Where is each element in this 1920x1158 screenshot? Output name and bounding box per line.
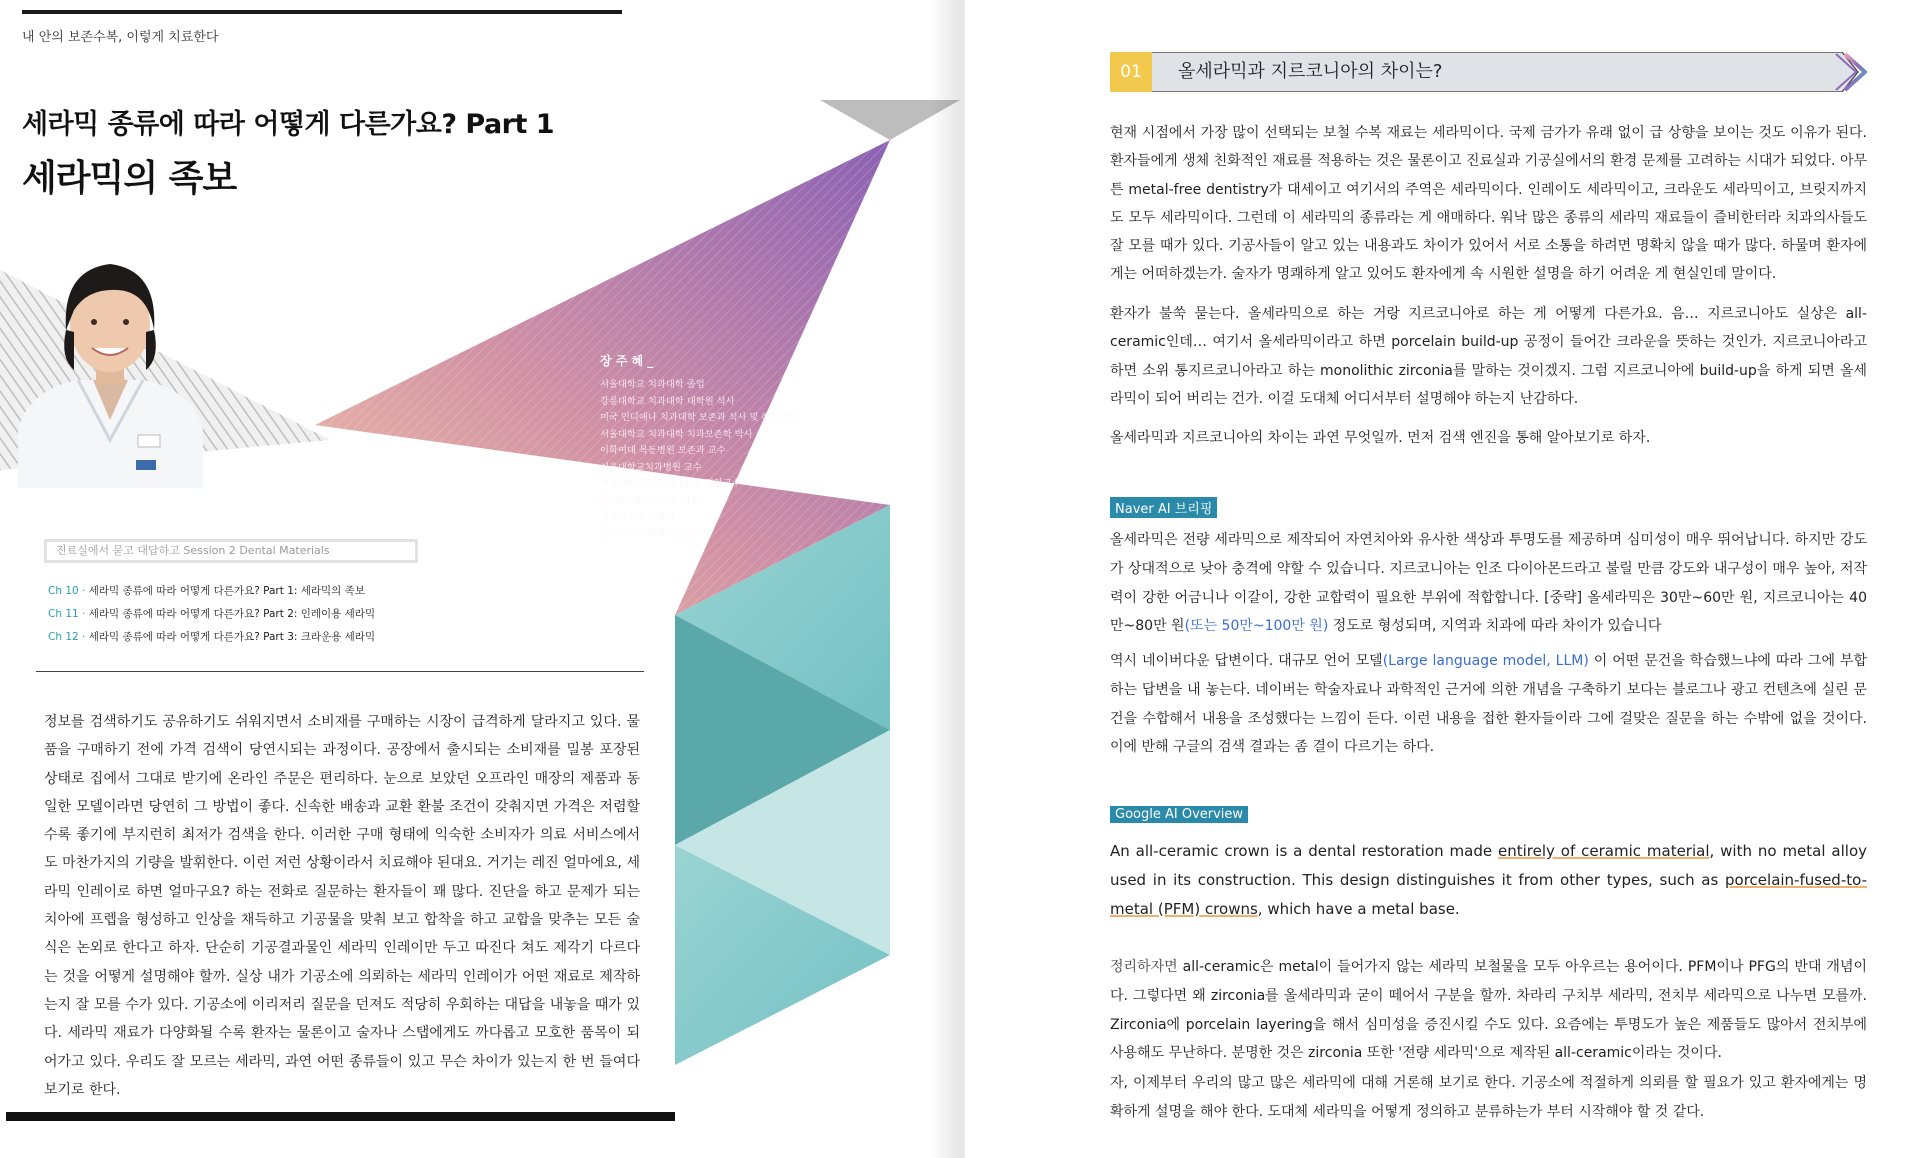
google-ai-answer — [1110, 837, 1867, 923]
credential-line: 강릉대학교 치과대학 대학원 석사 — [600, 395, 735, 407]
google-text-c: , with no metal alloy used in its construction. This design distinguishes it from other types, such as — [1110, 842, 1868, 889]
series-label: 내 안의 보존수복, 이렇게 치료한다 — [22, 30, 219, 45]
chapter-title: 세라믹 종류에 따라 어떻게 다른가요? Part 2: 인레이용 세라믹 — [88, 608, 376, 620]
credential-line: 서울대학교 치과대학 졸업 — [600, 379, 705, 390]
naver-comment-b: (Large language model, LLM) — [1382, 653, 1589, 669]
chapter-title: 세라믹 종류에 따라 어떻게 다른가요? Part 3: 크라운용 세라믹 — [88, 631, 376, 643]
section-header — [1110, 52, 1867, 92]
section-divider — [36, 671, 644, 672]
naver-ai-label: Naver AI 브리핑 — [1110, 497, 1217, 518]
closing-paragraph: 자, 이제부터 우리의 많고 많은 세라믹에 대해 거론해 보기로 한다. 기공소에 적절하게 의뢰를 할 필요가 있고 환자에게는 명확하게 설명을 해야 한다. 도대체 세라믹을 어떻게 정의하고 분류하는가 부터 시작해야 할 것 같다. — [1110, 1075, 1867, 1120]
article-title: 세라믹 종류에 따라 어떻게 다른가요? Part 1 — [22, 109, 555, 140]
naver-answer-aside: (또는 50만~100만 원) — [1184, 618, 1329, 635]
naver-commentary — [1110, 647, 1867, 762]
google-text-a: An all-ceramic crown is a dental restoration made — [1110, 842, 1498, 860]
top-rule — [22, 10, 622, 14]
google-text-e: , which have a metal base. — [1257, 899, 1460, 918]
google-ai-label: Google AI Overview — [1110, 806, 1248, 823]
chapter-list — [48, 580, 375, 649]
chapter-item — [48, 580, 375, 603]
chapter-title: 세라믹 종류에 따라 어떻게 다른가요? Part 1: 세라믹의 족보 — [88, 585, 365, 597]
summary-lead-word: 정리하자면 — [1110, 959, 1178, 975]
summary-text: all-ceramic은 metal이 들어가지 않는 세라믹 보철물을 모두 아우르는 용어이다. PFM이나 PFG의 반대 개념이다. 그렇다면 왜 zirconia를 올세라믹과 굳이 떼어서 구분을 할까. 차라리 구치부 세라믹, 전치부 세라믹으로 나누면 모를까. Zirconia에 porcelain layering을 해서 심미성을 증진시킬 수도 있다. 요즘에는 투명도가 높은 제품들도 많아서 전치부에 사용해도 무난하다. 분명한 것은 zirconia 또한 '전량 세라믹'으로 제작된 all-ceramic이라는 것이다. — [1110, 959, 1867, 1062]
credential-line: 이화여대 목동병원 보존과 교수 — [600, 445, 726, 456]
credential-line: 미국 인디애나 치과대학 보존과 석사 및 레지던트 — [600, 412, 798, 423]
google-text-highlight: porcelain-fused-to-metal (PFM) crowns — [1110, 870, 1867, 918]
naver-ai-answer — [1110, 526, 1867, 641]
intro-paragraph: 올세라믹과 지르코니아의 차이는 과연 무엇일까. 먼저 검색 엔진을 통해 알아보기로 하자. — [1110, 430, 1651, 446]
author-credentials — [600, 377, 840, 542]
section-title: 올세라믹과 지르코니아의 차이는? — [1178, 61, 1443, 82]
session-box: 진료실에서 묻고 대답하고 Session 2 Dental Materials — [44, 539, 418, 563]
credential-line: 미국 보존수복학 전문의 — [600, 527, 696, 539]
chapter-item — [48, 603, 375, 626]
google-text-highlight: entirely of ceramic material — [1498, 842, 1710, 860]
author-name: 장 주 혜 _ — [600, 354, 654, 368]
credential-line: 서울대학교 치과대학 치과보존학 박사 — [600, 428, 753, 440]
credential-line: 서울대학교 치의학대학원 겸임교수 — [600, 478, 741, 489]
intro-body-text: 정보를 검색하기도 공유하기도 쉬워지면서 소비재를 구매하는 시장이 급격하게 달라지고 있다. 물품을 구매하기 전에 가격 검색이 당연시되는 과정이다. 공장에서 출시되는 소비재를 밀봉 포장된 상태로 집에서 그대로 받기에 온라인 주문은 편리하다. 눈으로 보았던 오프라인 매장의 제품과 동일한 모델이라면 당연히 그 방법이 좋다. 신속한 배송과 교환 환불 조건이 갖춰지면 가격은 저렴할수록 좋기에 부지런히 최저가 검색을 한다. 이러한 구매 형태에 익숙한 소비자가 의료 서비스에서도 마찬가지의 기량을 발휘한다. 이런 저런 상황이라서 치료해야 된대요. 거기는 레진 얼마에요, 세라믹 인레이로 하면 얼마구요? 하는 전화로 질문하는 환자들이 꽤 많다. 진단을 하고 문제가 되는 치아에 프렙을 형성하고 인상을 채득하고 기공물을 맞춰 보고 합착을 하고 교합을 맞추는 모든 술식은 논외로 한다고 하자. 단순히 기공결과물인 세라믹 인레이만 두고 따진다 쳐도 제각기 다르다는 것을 어떻게 설명해야 할까. 실상 내가 기공소에 의뢰하는 세라믹 인레이가 어떤 재료로 제작하는지 잘 모를 수가 있다. 기공소에 이리저리 질문을 던져도 적당히 우회하는 대답을 내놓을 때가 있다. 세라믹 재료가 다양화될 수록 환자는 물론이고 술자나 스탭에게도 까다롭고 모호한 품목이 되어가고 있다. 우리도 잘 모르는 세라믹, 과연 어떤 종류들이 있고 무슨 차이가 있는지 한 번 들여다보기로 한다. — [44, 714, 640, 1098]
intro-paragraph: 환자가 불쑥 묻는다. 올세라믹으로 하는 거랑 지르코니아로 하는 게 어떻게 다른가요. 음… 지르코니아도 실상은 all-ceramic인데… 여기서 올세라믹이라고 하면 porcelain build-up 공정이 들어간 크라운을 뜻하는 것인가. 지르코니아라고 하면 소위 통지르코니아라고 하는 monolithic zirconia를 말하는 것이겠지. 그럼 지르코니아에 build-up을 하게 되면 올세라믹이 되어 버리는 건가. 이걸 도대체 어디서부터 설명해야 하는지 난감하다. — [1110, 306, 1867, 407]
chapter-number: Ch 12 · — [48, 631, 86, 643]
white-wedge — [890, 100, 960, 1158]
naver-answer-text: 올세라믹은 전량 세라믹으로 제작되어 자연치아와 유사한 색상과 투명도를 제공하며 심미성이 매우 뛰어납니다. 하지만 강도가 상대적으로 낮아 충격에 약할 수 있습니다. 지르코니아는 인조 다이아몬드라고 불릴 만큼 강도와 내구성이 매우 높아, 저작력이 강한 어금니나 이갈이, 강한 교합력이 필요한 부위에 적합합니다. [중략] 올세라믹은 30만~60만 원, 지르코니아는 40만~80만 원 — [1110, 532, 1867, 635]
author-portrait — [8, 240, 213, 488]
chapter-item — [48, 626, 375, 649]
intro-paragraph: 현재 시점에서 가장 많이 선택되는 보철 수복 재료는 세라믹이다. 국제 금가가 유래 없이 급 상향을 보이는 것도 이유가 된다. 환자들에게 생체 친화적인 재료를 적용하는 것은 물론이고 진료실과 기공실에서의 환경 문제를 고려하는 시대가 되었다. 아무튼 metal-free dentistry가 대세이고 여기서의 주역은 세라믹이다. 인레이도 세라믹이고, 크라운도 세라믹이고, 브릿지까지도 모두 세라믹이다. 그런데 이 세라믹의 종류라는 게 애매하다. 워낙 많은 종류의 세라믹 재료들이 즐비한터라 치과의사들도 잘 모를 때가 있다. 기공사들이 알고 있는 내용과도 차이가 있어서 서로 소통을 하려면 명확치 않을 때가 많다. 하물며 환자에게는 어떠하겠는가. 술자가 명쾌하게 알고 있어도 환자에게 속 시원한 설명을 하기 어려운 게 현실인데 말이다. — [1110, 125, 1867, 283]
bottom-rule — [6, 1112, 675, 1121]
chapter-number: Ch 11 · — [48, 608, 86, 620]
summary-paragraph — [1110, 953, 1867, 1068]
chapter-number: Ch 10 · — [48, 585, 86, 597]
naver-answer-end: 정도로 형성되며, 지역과 치과에 따라 차이가 있습니다 — [1328, 618, 1662, 635]
naver-comment-a: 역시 네이버다운 답변이다. 대규모 언어 모델 — [1110, 653, 1383, 669]
credential-line: 현) 장주혜치과의원 원장 — [600, 494, 700, 506]
section-number: 01 — [1110, 52, 1152, 92]
author-bio — [600, 352, 840, 542]
article-subtitle: 세라믹의 족보 — [22, 158, 237, 199]
credential-line: 서울대학교치과병원 교수 — [600, 461, 702, 473]
credential-line: 치과보존과 전문의 — [600, 511, 675, 522]
naver-comment-c: 이 어떤 문건을 학습했느냐에 따라 그에 부합하는 답변을 내 놓는다. 네이버는 학술자료나 과학적인 근거에 의한 개념을 구축하기 보다는 블로그나 광고 컨텐츠에 실린 문건을 수합해서 내용을 조성했다는 느낌이 든다. 이런 내용을 접한 환자들이라 그에 걸맞은 질문을 하는 수밖에 없을 것이다. 이에 반해 구글의 검색 결과는 좀 결이 다르기는 하다. — [1110, 653, 1867, 756]
